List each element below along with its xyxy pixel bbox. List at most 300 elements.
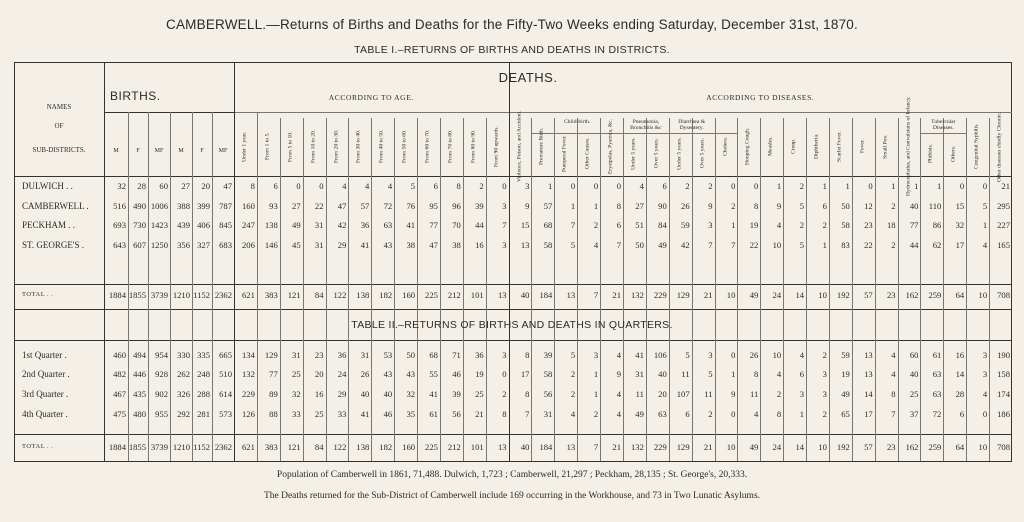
table2_rows-cell: 101 xyxy=(470,442,484,452)
table2_rows-cell: 107 xyxy=(676,389,690,399)
table1_rows-cell: 27 xyxy=(292,201,301,211)
table2_rows-cell: 482 xyxy=(113,369,126,379)
table1_rows-cell: 77 xyxy=(429,220,438,230)
table1_rows-cell: 47 xyxy=(337,201,347,211)
table2_rows-cell: 1 xyxy=(799,409,805,419)
table1_rows-cell: 1 xyxy=(822,240,827,250)
table2_rows-cell: 24 xyxy=(337,369,347,379)
table2_rows-cell: 3 xyxy=(708,350,713,360)
table2_rows-cell: 37 xyxy=(909,409,919,419)
table1_rows-cell: 38 xyxy=(406,240,416,250)
table2_rows-cell: 3 xyxy=(982,350,988,360)
col-header-births-mf: MF xyxy=(154,148,164,154)
table1_rows-cell: 5 xyxy=(799,240,805,250)
table1_rows-cell: 383 xyxy=(264,290,278,300)
col-header-19: Premature Birth. xyxy=(538,127,545,166)
table1_rows-cell: 14 xyxy=(795,290,805,300)
col-header-25: Under 5 years. xyxy=(676,137,683,170)
table2_rows-cell: 480 xyxy=(133,409,146,419)
table1_rows-cell: 295 xyxy=(997,201,1010,211)
table2_rows-cell: 4 xyxy=(982,389,988,399)
table2_rows-cell: 55 xyxy=(429,369,438,379)
table1_rows-cell: 259 xyxy=(928,290,942,300)
table1_rows-cell: 1 xyxy=(891,181,896,191)
table1_rows-cell: 90 xyxy=(658,201,667,211)
table2_rows-cell: 49 xyxy=(749,442,759,452)
table2_rows-cell: 36 xyxy=(475,350,484,360)
table1_rows-cell: 227 xyxy=(997,220,1010,230)
table2_rows-cell: 955 xyxy=(155,409,168,419)
table2_rows-cell: 2 xyxy=(570,369,576,379)
table1_rows-cell: 490 xyxy=(133,201,146,211)
table2_rows-cell: 26 xyxy=(749,350,759,360)
table1_rows-cell: 2 xyxy=(731,201,736,211)
workhouse-note: The Deaths returned for the Sub-District of Camberwell include 169 occurring in the Workhouse, and 73 in Two Lunatic Asylums. xyxy=(263,491,761,501)
table2_rows-cell: 281 xyxy=(197,409,210,419)
table1_rows-cell: 10 xyxy=(978,290,988,300)
table1_rows-cell: 32 xyxy=(955,220,965,230)
table1_rows-cell: 0 xyxy=(502,181,507,191)
table1_rows-cell: 64 xyxy=(955,290,965,300)
table2_rows-cell: 21 xyxy=(612,442,621,452)
table1_rows-cell: 1 xyxy=(914,181,919,191)
table2_rows-cell: 59 xyxy=(841,350,850,360)
table1_rows-cell: 24 xyxy=(772,290,782,300)
table1_rows-cell: 9 xyxy=(776,201,782,211)
table2_rows-cell: 5 xyxy=(685,350,690,360)
table1_rows-cell: 7 xyxy=(593,290,599,300)
table2_rows-cell: 902 xyxy=(155,389,168,399)
col-header-9: From 10 to 20. xyxy=(310,129,317,164)
table1-title: TABLE I.–RETURNS OF BIRTHS AND DEATHS IN DISTRICTS. xyxy=(354,44,670,56)
table2_rows-cell: 475 xyxy=(113,409,126,419)
table1_rows-cell: 9 xyxy=(708,201,713,211)
table2_rows-cell: 5 xyxy=(570,350,576,360)
table1_rows-cell: 1 xyxy=(937,181,942,191)
table1_rows-cell: 10 xyxy=(772,240,782,250)
table1_rows-cell: 1 xyxy=(548,181,553,191)
table2_rows-cell: 57 xyxy=(864,442,873,452)
births-header: BIRTHS. xyxy=(110,89,161,103)
table2_rows-cell: 192 xyxy=(836,442,850,452)
table2_rows-cell: 190 xyxy=(997,350,1010,360)
table1_rows-cell: 122 xyxy=(333,290,347,300)
table2_rows-cell: 708 xyxy=(997,442,1010,452)
table1_rows-cell: 5 xyxy=(410,181,416,191)
table2_rows-cell: 335 xyxy=(197,350,210,360)
table2_rows-cell: 19 xyxy=(841,369,850,379)
table2_rows-cell: 13 xyxy=(864,369,873,379)
table2_rows-cell: 1210 xyxy=(172,442,190,452)
table1_rows-cell: 58 xyxy=(543,240,553,250)
table2_rows-cell: 24 xyxy=(772,442,782,452)
table1_rows-cell: 406 xyxy=(197,220,210,230)
table2_rows-cell: 32 xyxy=(292,389,301,399)
col-header-36: Phthisis. xyxy=(927,143,934,164)
table1_rows-cell: 7 xyxy=(502,220,507,230)
col-header-15: From 70 to 80. xyxy=(447,129,454,164)
table1_rows-cell: 1 xyxy=(822,181,827,191)
table1_rows-cell: 8 xyxy=(250,181,255,191)
table2_rows-cell: 26 xyxy=(360,369,370,379)
table2_rows-cell: 7 xyxy=(525,409,530,419)
table1_rows-cell: 1152 xyxy=(193,290,210,300)
table2_rows-cell: 11 xyxy=(750,389,759,399)
table1_rows-cell: 15 xyxy=(520,220,530,230)
table1_rows-cell: 4 xyxy=(364,181,370,191)
table1_rows-cell: 206 xyxy=(241,240,255,250)
table1_rows-cell: 643 xyxy=(113,240,126,250)
table1_rows-cell: 7 xyxy=(616,240,621,250)
according-age-header: ACCORDING TO AGE. xyxy=(328,93,414,102)
table2_rows-cell: 39 xyxy=(452,389,461,399)
according-diseases-header: ACCORDING TO DISEASES. xyxy=(706,93,815,102)
table1_rows-cell: 83 xyxy=(841,240,850,250)
col-header-20: Puerperal Fever. xyxy=(561,135,568,172)
table1_rows-cell: 0 xyxy=(982,181,988,191)
table1_rows-cell: 84 xyxy=(658,220,667,230)
table2_rows-cell: 134 xyxy=(241,350,255,360)
table1_rows-cell: 43 xyxy=(383,240,393,250)
table2_rows-cell: 23 xyxy=(886,442,896,452)
table2_rows-cell: 138 xyxy=(356,442,370,452)
table1_rows-cell: 29 xyxy=(337,240,347,250)
table2_rows-cell: 23 xyxy=(314,350,324,360)
table1_rows-cell: 68 xyxy=(543,220,553,230)
table2_rows-cell: 43 xyxy=(383,369,393,379)
table1_rows-cell: 8 xyxy=(616,201,621,211)
table2_rows-cell: 61 xyxy=(429,409,438,419)
table2_rows-cell: 88 xyxy=(269,409,278,419)
table2_rows-cell: 2 xyxy=(593,409,599,419)
table2_rows-cell: 31 xyxy=(292,350,301,360)
table2_rows-cell: 21 xyxy=(475,409,484,419)
table2_rows-cell: 129 xyxy=(676,442,690,452)
table2_rows-cell: 3739 xyxy=(150,442,168,452)
col-header-32: Scarlet Fever. xyxy=(836,131,843,162)
table2_rows-cell: 50 xyxy=(406,350,416,360)
table1_rows-cell: 388 xyxy=(177,201,190,211)
table2_rows-cell: 2 xyxy=(502,389,507,399)
table2_rows-cell: 65 xyxy=(841,409,850,419)
table2_rows-cell: 46 xyxy=(452,369,461,379)
table2_rows-cell: 0 xyxy=(502,369,507,379)
table2_rows-cell: 31 xyxy=(635,369,644,379)
table1_rows-cell: 4 xyxy=(776,220,782,230)
table1_rows-cell: 327 xyxy=(197,240,210,250)
table1_rows-cell: 399 xyxy=(197,201,210,211)
table1_rows-cell: 21 xyxy=(612,290,621,300)
table1_rows-cell: 7 xyxy=(708,240,713,250)
table1_rows-cell: 4 xyxy=(639,181,644,191)
table1_rows-cell: 26 xyxy=(681,201,690,211)
rule xyxy=(14,340,1012,341)
table2_rows-cell: 11 xyxy=(635,389,644,399)
table1_rows-cell: 1 xyxy=(570,201,576,211)
table2_rows-cell: 3 xyxy=(982,369,988,379)
table2_rows-cell: 122 xyxy=(333,442,347,452)
table1_rows-cell: 0 xyxy=(753,181,759,191)
table1_rows-cell: 6 xyxy=(822,201,827,211)
table1_rows-cell: 132 xyxy=(630,290,644,300)
table2_rows-cell: 2362 xyxy=(214,442,232,452)
table2_rows-cell: 14 xyxy=(955,369,965,379)
table2_rows-cell: 330 xyxy=(177,350,190,360)
table2_rows-cell: 383 xyxy=(264,442,278,452)
table2_rows-cell: 614 xyxy=(219,389,232,399)
table2_rows-cell: 1884 xyxy=(108,442,126,452)
col-header-33: Fever. xyxy=(859,139,866,154)
table2_rows-row-label-2: 3rd Quarter . xyxy=(22,389,69,399)
table2_rows-cell: 64 xyxy=(955,442,965,452)
table1_rows-cell: 1 xyxy=(845,181,850,191)
table1_rows-cell: 49 xyxy=(292,220,301,230)
col-header-10: From 20 to 30. xyxy=(333,129,340,164)
table2_rows-cell: 25 xyxy=(475,389,484,399)
table1_rows-cell: 356 xyxy=(177,240,190,250)
table1_rows-cell: 27 xyxy=(635,201,644,211)
col-header-26: Over 5 years. xyxy=(699,138,706,169)
table2_rows-cell: 229 xyxy=(653,442,667,452)
table1_rows-cell: 1 xyxy=(982,220,988,230)
table1_rows-cell: 229 xyxy=(653,290,667,300)
table1_rows-cell: 18 xyxy=(886,220,896,230)
table2_rows-cell: 40 xyxy=(520,442,530,452)
table2_rows-cell: 1 xyxy=(593,389,599,399)
table2_rows-cell: 8 xyxy=(891,389,896,399)
table1_rows-cell: 1 xyxy=(731,220,736,230)
table1_rows-cell: 31 xyxy=(314,220,324,230)
table1_rows-cell: 62 xyxy=(932,240,942,250)
table2_rows-cell: 41 xyxy=(360,409,370,419)
table1_rows-cell: 3 xyxy=(525,181,530,191)
col-header-births-f: F xyxy=(136,148,140,154)
table2_rows-cell: 435 xyxy=(133,389,146,399)
table2_rows-cell: 121 xyxy=(287,442,301,452)
table1_rows-cell: 4 xyxy=(387,181,393,191)
table2_rows-cell: 4 xyxy=(891,369,896,379)
table1_rows-cell: 621 xyxy=(241,290,255,300)
table2_rows-cell: 49 xyxy=(841,389,850,399)
table2_rows-cell: 229 xyxy=(241,389,255,399)
table2_rows-cell: 665 xyxy=(219,350,232,360)
table1_rows-cell: 23 xyxy=(886,290,896,300)
rule xyxy=(14,284,1012,285)
table1_rows-cell: 7 xyxy=(570,220,576,230)
table2_rows-cell: 13 xyxy=(497,442,507,452)
table1_rows-cell: 2 xyxy=(891,240,896,250)
table1_rows-cell: 50 xyxy=(635,240,644,250)
table1_rows-cell: 2 xyxy=(593,220,599,230)
table1_rows-cell: 0 xyxy=(731,181,736,191)
table1_rows-cell: 0 xyxy=(570,181,576,191)
table1_rows-cell: 42 xyxy=(337,220,347,230)
table2_rows-cell: 3 xyxy=(502,350,507,360)
table2_rows-cell: 1 xyxy=(593,369,599,379)
table2_rows-cell: 573 xyxy=(219,409,232,419)
table2_rows-cell: 33 xyxy=(337,409,347,419)
table1_rows-cell: 7 xyxy=(731,240,736,250)
table1_rows-cell: 23 xyxy=(864,220,873,230)
table2_rows-cell: 16 xyxy=(955,350,965,360)
table2_rows-cell: 63 xyxy=(932,369,942,379)
table1_rows-cell: 36 xyxy=(360,220,370,230)
table2_rows-cell: 3 xyxy=(799,389,805,399)
table1_rows-cell: 8 xyxy=(753,201,759,211)
table1_rows-cell: 693 xyxy=(113,220,126,230)
col-header-35: Hydrocephalus, and Convulsions of Infancy. xyxy=(905,96,912,197)
table1_rows-cell: 129 xyxy=(676,290,690,300)
table2_rows-cell: 126 xyxy=(241,409,255,419)
table1_rows-cell: 5 xyxy=(799,201,805,211)
table1_rows-cell: 2 xyxy=(685,181,690,191)
table2_rows-cell: 186 xyxy=(997,409,1010,419)
table2_rows-cell: 13 xyxy=(566,442,576,452)
table2_rows-cell: 954 xyxy=(155,350,168,360)
table1_rows-cell: 160 xyxy=(402,290,416,300)
table2_rows-cell: 4 xyxy=(799,350,805,360)
table2_rows-cell: 61 xyxy=(932,350,942,360)
table1_rows-cell: 41 xyxy=(406,220,416,230)
table2_rows-cell: 60 xyxy=(909,350,919,360)
table2_rows-cell: 20 xyxy=(314,369,324,379)
table1_rows-cell: 3739 xyxy=(150,290,168,300)
table2_rows-cell: 89 xyxy=(269,389,278,399)
table2_rows-cell: 132 xyxy=(630,442,644,452)
table1_rows-cell: 57 xyxy=(543,201,553,211)
col-header-7: From 1 to 5. xyxy=(264,132,271,161)
table2_rows-cell: 8 xyxy=(776,409,782,419)
table2_rows-cell: 6 xyxy=(959,409,965,419)
table2_rows-cell: 84 xyxy=(314,442,324,452)
table2_rows-cell: 4 xyxy=(616,409,621,419)
table2_rows-cell: 10 xyxy=(772,350,782,360)
pneumonia-header: Pneumonia, Bronchitis &c xyxy=(630,119,662,132)
table2_rows-cell: 11 xyxy=(704,389,713,399)
rule xyxy=(104,62,105,461)
table2_rows-cell: 25 xyxy=(292,369,301,379)
table1_rows-cell: 28 xyxy=(137,181,146,191)
table2_rows-cell: 41 xyxy=(429,389,438,399)
table2_rows-cell: 225 xyxy=(425,442,438,452)
table2_rows-cell: 0 xyxy=(731,409,736,419)
col-header-deaths-mf: MF xyxy=(218,148,228,154)
table1_rows-cell: 1884 xyxy=(108,290,126,300)
table2_rows-cell: 259 xyxy=(928,442,942,452)
col-header-12: From 40 to 50. xyxy=(378,129,385,164)
table1_rows-cell: 50 xyxy=(841,201,850,211)
table1_rows-cell: 160 xyxy=(241,201,255,211)
table1_rows-cell: 121 xyxy=(287,290,301,300)
table2_rows-cell: 28 xyxy=(955,389,965,399)
table2_rows-cell: 460 xyxy=(113,350,126,360)
table2_rows-cell: 40 xyxy=(658,369,667,379)
names-header-line3: SUB-DISTRICTS. xyxy=(32,146,86,154)
table1_rows-cell: 101 xyxy=(470,290,484,300)
table2_rows-cell: 1855 xyxy=(128,442,146,452)
table1_rows-cell: 6 xyxy=(662,181,667,191)
table2_rows-cell: 58 xyxy=(543,369,553,379)
table1_rows-row-label-0: DULWICH . . xyxy=(22,181,73,191)
table1_rows-cell: 21 xyxy=(703,290,713,300)
col-header-29: Measles. xyxy=(767,136,774,157)
table1_rows-cell: 1250 xyxy=(150,240,168,250)
table2_rows-cell: 72 xyxy=(932,409,942,419)
table1_rows-cell: 5 xyxy=(570,240,576,250)
rule xyxy=(14,434,1012,435)
table1_rows-cell: 72 xyxy=(383,201,393,211)
table2_rows-cell: 4 xyxy=(753,409,759,419)
col-header-14: From 60 to 70. xyxy=(424,129,431,164)
table2_rows-cell: 248 xyxy=(197,369,210,379)
table2_rows-cell: 0 xyxy=(982,409,988,419)
table1_rows-cell: 247 xyxy=(241,220,255,230)
table1_rows-cell: 13 xyxy=(520,240,530,250)
table1_rows-cell: 2 xyxy=(799,181,805,191)
table2_rows-cell: 446 xyxy=(133,369,146,379)
table2_rows-cell: 292 xyxy=(177,409,190,419)
names-header-line1: NAMES xyxy=(46,103,72,111)
table2_rows-cell: 21 xyxy=(703,442,713,452)
table1_rows-cell: 110 xyxy=(928,201,942,211)
table2_rows-cell: 2 xyxy=(708,409,713,419)
table2_rows-cell: 39 xyxy=(543,350,553,360)
table1_rows-cell: 0 xyxy=(959,181,965,191)
table1_rows-cell: 2 xyxy=(708,181,713,191)
table2_rows-cell: 31 xyxy=(360,350,370,360)
table2_rows-cell: 162 xyxy=(905,442,919,452)
table1_rows-cell: 1006 xyxy=(150,201,168,211)
table2_rows-cell: 10 xyxy=(818,442,827,452)
col-header-28: Hooping Cough. xyxy=(744,127,751,166)
table2_rows-cell: 71 xyxy=(452,350,461,360)
table2_rows-cell: 928 xyxy=(155,369,168,379)
table1_rows-cell: 38 xyxy=(452,240,461,250)
table1_rows-cell: 8 xyxy=(456,181,461,191)
table1_rows-cell: 683 xyxy=(219,240,232,250)
col-header-31: Diphtheria. xyxy=(813,133,820,160)
table2_rows-cell: 1 xyxy=(731,369,736,379)
table1_rows-cell: 3 xyxy=(502,201,507,211)
table2_rows-row-label-3: 4th Quarter . xyxy=(22,409,68,419)
table1_rows-cell: 5 xyxy=(982,201,988,211)
table2_rows-cell: 7 xyxy=(593,442,599,452)
table1_rows-row-label-1: CAMBERWELL . xyxy=(22,201,89,211)
table2_rows-cell: 3 xyxy=(822,369,827,379)
table1_rows-cell: 787 xyxy=(219,201,232,211)
table2_rows-cell: 40 xyxy=(360,389,370,399)
table2_rows-cell: 4 xyxy=(891,350,896,360)
table1_rows-cell: 93 xyxy=(269,201,278,211)
table1_rows-cell: 70 xyxy=(452,220,461,230)
table2_rows-cell: 29 xyxy=(337,389,347,399)
table1_rows-cell: 9 xyxy=(525,201,530,211)
rule xyxy=(14,176,1012,177)
table1_rows-cell: 77 xyxy=(909,220,919,230)
table1_rows-cell: 44 xyxy=(909,240,919,250)
table1_rows-cell: 1 xyxy=(593,201,599,211)
table1_rows-cell: 45 xyxy=(292,240,301,250)
table1_rows-cell: 730 xyxy=(133,220,146,230)
table2_rows-cell: 25 xyxy=(909,389,919,399)
table1_rows-cell: 1423 xyxy=(150,220,168,230)
table1_rows-cell: 1 xyxy=(776,181,782,191)
table1_rows-cell: 2 xyxy=(822,220,827,230)
table1_rows-cell: 47 xyxy=(223,181,232,191)
table2_rows-cell: 160 xyxy=(402,442,416,452)
rule xyxy=(104,112,234,113)
table1_rows-cell: 138 xyxy=(264,220,278,230)
